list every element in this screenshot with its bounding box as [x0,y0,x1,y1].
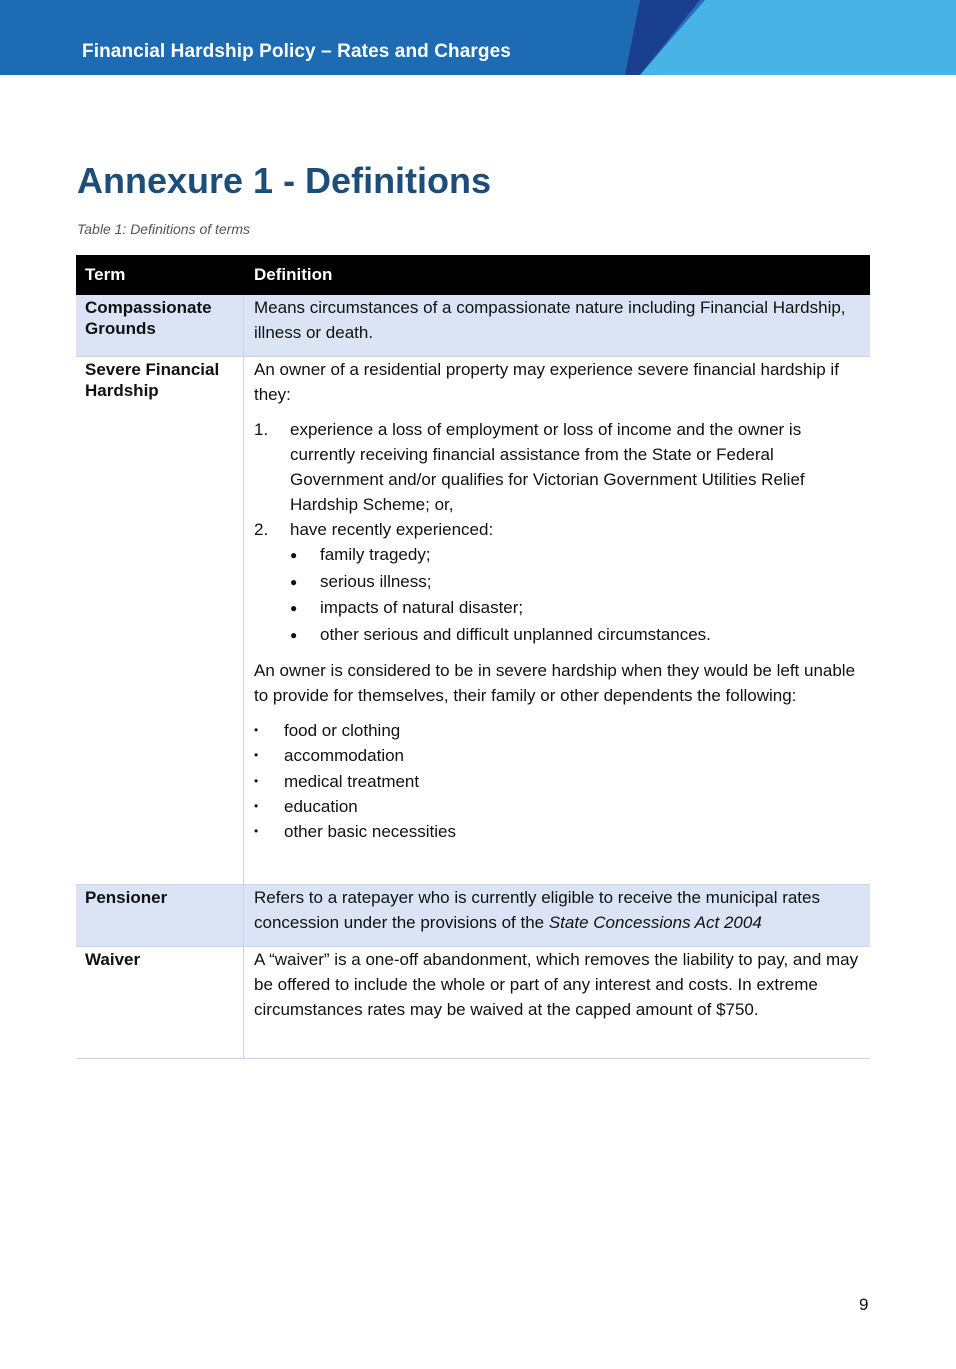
bullet-icon: • [254,798,259,813]
bullet-icon: ● [290,627,298,642]
definition-intro: An owner of a residential property may experience severe financial hardship if they: [254,360,839,404]
term-cell: Waiver [76,947,244,1058]
header-band [0,0,956,75]
item-text: have recently experienced: [290,520,494,539]
list-item: • food or clothing [254,718,870,743]
table-header-row [76,255,870,295]
definition-cell: Means circumstances of a compassionate nature including Financial Hardship, illness or death. [254,298,846,342]
page-heading: Annexure 1 - Definitions [77,160,492,201]
list-item: • other basic necessities [254,819,870,844]
list-item: • accommodation [254,743,870,768]
definition-cell [244,357,870,884]
item-number: 2. [254,520,269,539]
list-item: ● impacts of natural disaster; [290,595,870,622]
definition-outro: An owner is considered to be in severe hardship when they would be left unable to provide for themselves, their family or other dependents the following: [254,661,856,705]
bullet-icon: ● [290,574,298,589]
table-caption: Table 1: Definitions of terms [77,221,251,237]
bullet-icon: • [254,773,259,788]
table-row [76,885,870,947]
definitions-table [76,255,870,1059]
item-number: 1. [254,420,269,439]
term-cell: Pensioner [76,885,244,946]
item-text: experience a loss of employment or loss of income and the owner is currently receiving financial assistance from the State or Federal Government and/or qualifies for Victorian Government Utilities Relief Hardship Scheme; or, [290,420,805,514]
header-definition: Definition [254,265,333,284]
numbered-item [254,417,870,517]
bullet-icon: ● [290,548,298,562]
term-cell: Compassionate Grounds [76,295,244,356]
sub-bullet-list [290,542,870,648]
numbered-list [254,417,870,648]
act-name: State Concessions Act 2004 [548,913,762,932]
bullet-icon: • [254,824,259,839]
numbered-item [254,517,870,542]
header-term: Term [76,255,244,295]
term-cell: Severe Financial Hardship [76,357,244,884]
list-item: • education [254,794,870,819]
table-row [76,357,870,885]
list-item: ● serious illness; [290,569,870,596]
document-title: Financial Hardship Policy – Rates and Charges [82,41,511,62]
list-item: ● other serious and difficult unplanned circumstances. [290,622,870,649]
table-row [76,947,870,1059]
table-row [76,295,870,357]
definition-cell: Refers to a ratepayer who is currently eligible to receive the municipal rates concession under the provisions of the State Concessions Act 2004 [254,888,820,932]
list-item: • medical treatment [254,769,870,794]
header-accent-graphic [0,0,956,75]
bullet-icon: • [254,723,259,737]
bullet-icon: ● [290,601,298,615]
definition-cell: A “waiver” is a one-off abandonment, which removes the liability to pay, and may be offered to include the whole or part of any interest and costs. In extreme circumstances rates may be waived at the capped amount of $750. [254,950,859,1019]
bullet-icon: • [254,748,259,763]
page-number: 9 [859,1295,869,1314]
bullet-list [254,718,870,844]
list-item: ● family tragedy; [290,542,870,569]
